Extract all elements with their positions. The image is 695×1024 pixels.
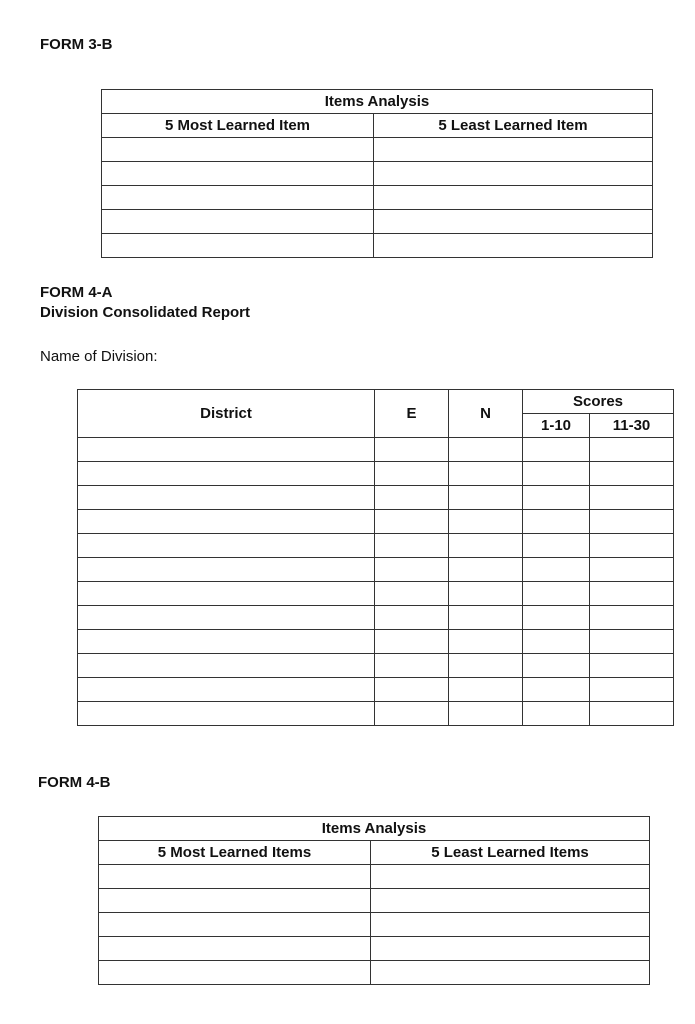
blank-cell[interactable]: [590, 462, 674, 486]
table-row: [78, 558, 674, 582]
blank-cell[interactable]: [449, 462, 523, 486]
table-row: [99, 961, 650, 985]
blank-cell[interactable]: [78, 606, 375, 630]
table-row: [78, 486, 674, 510]
blank-cell[interactable]: [78, 582, 375, 606]
blank-cell[interactable]: [590, 606, 674, 630]
blank-cell[interactable]: [590, 582, 674, 606]
table-body: [99, 865, 650, 985]
blank-cell[interactable]: [523, 630, 590, 654]
scores-11-30-header: 11-30: [590, 414, 674, 438]
blank-cell[interactable]: [78, 654, 375, 678]
blank-cell[interactable]: [99, 937, 371, 961]
blank-cell[interactable]: [449, 630, 523, 654]
table-body: [102, 138, 653, 258]
table-row: [99, 865, 650, 889]
table-row: [102, 138, 653, 162]
blank-cell[interactable]: [371, 937, 650, 961]
table-row: [78, 534, 674, 558]
table-row: [99, 937, 650, 961]
blank-cell[interactable]: [78, 702, 375, 726]
most-learned-header: 5 Most Learned Item: [102, 114, 374, 138]
table-row: [102, 186, 653, 210]
blank-cell[interactable]: [449, 702, 523, 726]
table-row: [102, 210, 653, 234]
items-analysis-header: Items Analysis: [102, 90, 653, 114]
e-header: E: [375, 390, 449, 438]
blank-cell[interactable]: [375, 510, 449, 534]
blank-cell[interactable]: [102, 162, 374, 186]
blank-cell[interactable]: [371, 889, 650, 913]
blank-cell[interactable]: [102, 210, 374, 234]
blank-cell[interactable]: [449, 534, 523, 558]
n-header: N: [449, 390, 523, 438]
blank-cell[interactable]: [449, 510, 523, 534]
blank-cell[interactable]: [375, 558, 449, 582]
blank-cell[interactable]: [78, 438, 375, 462]
blank-cell[interactable]: [375, 582, 449, 606]
blank-cell[interactable]: [375, 462, 449, 486]
blank-cell[interactable]: [449, 606, 523, 630]
blank-cell[interactable]: [590, 510, 674, 534]
blank-cell[interactable]: [590, 558, 674, 582]
table-row: [78, 654, 674, 678]
blank-cell[interactable]: [78, 678, 375, 702]
blank-cell[interactable]: [523, 534, 590, 558]
table-row: [78, 582, 674, 606]
blank-cell[interactable]: [590, 486, 674, 510]
form-3b-title: FORM 3-B: [40, 36, 113, 53]
blank-cell[interactable]: [99, 865, 371, 889]
blank-cell[interactable]: [99, 889, 371, 913]
blank-cell[interactable]: [375, 678, 449, 702]
blank-cell[interactable]: [449, 558, 523, 582]
blank-cell[interactable]: [371, 913, 650, 937]
blank-cell[interactable]: [523, 486, 590, 510]
division-report-table: [77, 389, 674, 726]
table-row: [102, 162, 653, 186]
blank-cell[interactable]: [374, 138, 653, 162]
blank-cell[interactable]: [523, 606, 590, 630]
blank-cell[interactable]: [375, 438, 449, 462]
most-learned-header: 5 Most Learned Items: [99, 841, 371, 865]
blank-cell[interactable]: [371, 961, 650, 985]
blank-cell[interactable]: [375, 606, 449, 630]
table-body: [78, 438, 674, 726]
blank-cell[interactable]: [590, 678, 674, 702]
blank-cell[interactable]: [374, 210, 653, 234]
blank-cell[interactable]: [375, 654, 449, 678]
blank-cell[interactable]: [78, 558, 375, 582]
blank-cell[interactable]: [78, 630, 375, 654]
division-name-label: Name of Division:: [40, 348, 158, 365]
blank-cell[interactable]: [523, 678, 590, 702]
table-row: [78, 702, 674, 726]
table-row: [78, 510, 674, 534]
blank-cell[interactable]: [590, 630, 674, 654]
blank-cell[interactable]: [78, 534, 375, 558]
blank-cell[interactable]: [449, 486, 523, 510]
blank-cell[interactable]: [590, 654, 674, 678]
blank-cell[interactable]: [590, 702, 674, 726]
blank-cell[interactable]: [375, 630, 449, 654]
table-row: [99, 889, 650, 913]
form-4b-title: FORM 4-B: [38, 774, 111, 791]
blank-cell[interactable]: [102, 138, 374, 162]
blank-cell[interactable]: [523, 654, 590, 678]
table-row: [78, 438, 674, 462]
blank-cell[interactable]: [102, 234, 374, 258]
table-row: [78, 606, 674, 630]
blank-cell[interactable]: [590, 534, 674, 558]
table-row: [78, 630, 674, 654]
table-row: [99, 913, 650, 937]
blank-cell[interactable]: [78, 462, 375, 486]
items-analysis-table-3b: [101, 89, 653, 258]
items-analysis-header: Items Analysis: [99, 817, 650, 841]
blank-cell[interactable]: [374, 162, 653, 186]
form-4a-subtitle: Division Consolidated Report: [40, 304, 251, 321]
least-learned-header: 5 Least Learned Items: [371, 841, 650, 865]
blank-cell[interactable]: [449, 438, 523, 462]
blank-cell[interactable]: [78, 510, 375, 534]
blank-cell[interactable]: [375, 702, 449, 726]
table-row: [78, 462, 674, 486]
blank-cell[interactable]: [449, 582, 523, 606]
table-row: [102, 234, 653, 258]
blank-cell[interactable]: [371, 865, 650, 889]
form-4a-title: FORM 4-A: [40, 284, 113, 301]
blank-cell[interactable]: [590, 438, 674, 462]
blank-cell[interactable]: [375, 534, 449, 558]
blank-cell[interactable]: [375, 486, 449, 510]
blank-cell[interactable]: [523, 510, 590, 534]
blank-cell[interactable]: [374, 234, 653, 258]
blank-cell[interactable]: [449, 678, 523, 702]
blank-cell[interactable]: [449, 654, 523, 678]
blank-cell[interactable]: [523, 582, 590, 606]
district-header: District: [78, 390, 375, 438]
blank-cell[interactable]: [523, 702, 590, 726]
least-learned-header: 5 Least Learned Item: [374, 114, 653, 138]
table-row: [78, 678, 674, 702]
blank-cell[interactable]: [523, 462, 590, 486]
blank-cell[interactable]: [374, 186, 653, 210]
items-analysis-table-4b: [98, 816, 650, 985]
scores-1-10-header: 1-10: [523, 414, 590, 438]
blank-cell[interactable]: [102, 186, 374, 210]
blank-cell[interactable]: [78, 486, 375, 510]
blank-cell[interactable]: [99, 961, 371, 985]
blank-cell[interactable]: [523, 438, 590, 462]
scores-header: Scores: [523, 390, 674, 414]
blank-cell[interactable]: [523, 558, 590, 582]
blank-cell[interactable]: [99, 913, 371, 937]
